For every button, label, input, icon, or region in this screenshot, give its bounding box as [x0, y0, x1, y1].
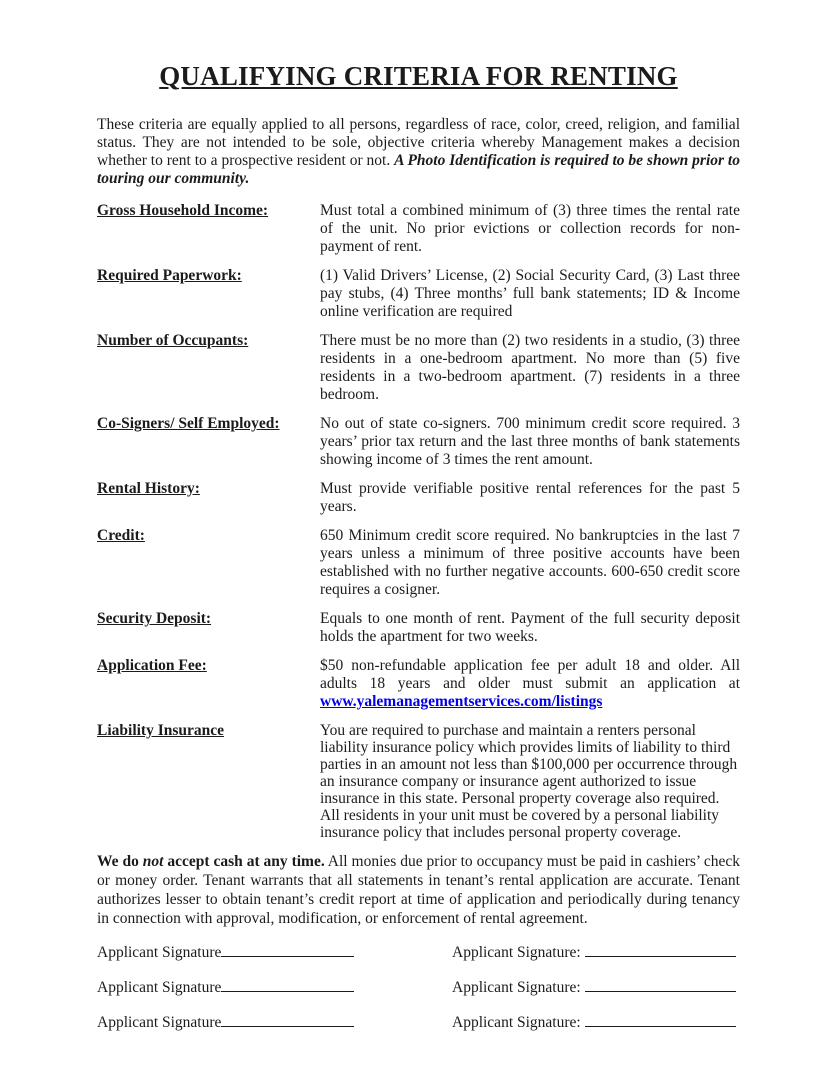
- closing-bold-italic: not: [142, 853, 164, 870]
- applicant-signature-label: Applicant Signature: [97, 979, 222, 996]
- signature-line: [221, 942, 354, 957]
- applicant-signature-right: [452, 977, 740, 997]
- criteria-text: No out of state co-signers. 700 minimum credit score required. 3 years’ prior tax return and the last three months of bank statements showing income of 3 times the rent amount.: [320, 415, 740, 468]
- closing-bold-lead: We do: [97, 853, 143, 870]
- criteria-label: [97, 657, 320, 675]
- criteria-row: [97, 415, 740, 469]
- applicant-signature-left: [97, 942, 452, 962]
- criteria-label-text: Rental History:: [97, 480, 200, 497]
- applicant-signature-left: [97, 977, 452, 997]
- criteria-label-text: Gross Household Income:: [97, 202, 269, 219]
- signature-line: [221, 1012, 354, 1027]
- criteria-text: Equals to one month of rent. Payment of the full security deposit holds the apartment for two weeks.: [320, 610, 740, 645]
- signature-row: [97, 977, 740, 997]
- signature-line: [585, 1012, 736, 1027]
- applicant-signature-label: Applicant Signature:: [452, 1014, 585, 1031]
- criteria-row: [97, 267, 740, 321]
- criteria-label: [97, 267, 320, 285]
- signature-line: [585, 942, 736, 957]
- criteria-text: 650 Minimum credit score required. No bankruptcies in the last 7 years unless a minimum of three positive accounts have been established with no further negative accounts. 600-650 credit score requires a cosigner.: [320, 527, 740, 598]
- criteria-label-text: Required Paperwork:: [97, 267, 242, 284]
- applicant-signature-label: Applicant Signature: [97, 1014, 222, 1031]
- criteria-label: [97, 610, 320, 628]
- closing-bold-tail: accept cash at any time.: [163, 853, 325, 870]
- applicant-signature-label: Applicant Signature: [97, 944, 222, 961]
- criteria-text: Must total a combined minimum of (3) three times the rental rate of the unit. No prior evictions or collection records for non-payment of rent.: [320, 202, 740, 255]
- intro-paragraph: [97, 116, 740, 188]
- applicant-signature-label: Applicant Signature:: [452, 979, 585, 996]
- applicant-signature-right: [452, 942, 740, 962]
- page-title: [97, 60, 740, 92]
- criteria-row: [97, 610, 740, 646]
- criteria-text: You are required to purchase and maintain a renters personal liability insurance policy which provides limits of liability to third parties in an amount not less than $100,000 per occurrence through an insurance company or insurance agent authorized to issue insurance in this state. Personal property coverage also required. All residents in your unit must be covered by a personal liability insurance policy that includes personal property coverage.: [320, 722, 738, 841]
- applicant-signature-label: Applicant Signature:: [452, 944, 585, 961]
- signature-section: [97, 942, 740, 1032]
- criteria-label-text: Credit:: [97, 527, 145, 544]
- criteria-label-text: Security Deposit:: [97, 610, 212, 627]
- closing-text: All monies due prior to occupancy must be paid in cashiers’ check or money order. Tenant warrants that all statements in tenant’s rental application are accurate. Tenant authorizes lesser to obtain tenant’s credit report at time of application and periodically during tenancy in connection with approval, modification, or enforcement of rental agreement.: [97, 853, 740, 927]
- criteria-row: [97, 202, 740, 256]
- criteria-row: [97, 657, 740, 711]
- criteria-row: [97, 722, 740, 841]
- applicant-signature-left: [97, 1012, 452, 1032]
- application-url-link[interactable]: www.yalemanagementservices.com/listings: [320, 693, 603, 710]
- criteria-row: [97, 527, 740, 599]
- criteria-row: [97, 480, 740, 516]
- applicant-signature-right: [452, 1012, 740, 1032]
- criteria-label: [97, 415, 320, 433]
- criteria-text: (1) Valid Drivers’ License, (2) Social Security Card, (3) Last three pay stubs, (4) Three months’ full bank statements; ID & Income online verification are required: [320, 267, 740, 320]
- criteria-label-text: Co-Signers/ Self Employed:: [97, 415, 280, 432]
- criteria-text: Must provide verifiable positive rental references for the past 5 years.: [320, 480, 740, 515]
- signature-line: [221, 977, 354, 992]
- criteria-label-text: Application Fee:: [97, 657, 207, 674]
- page-title-text: QUALIFYING CRITERIA FOR RENTING: [159, 61, 678, 91]
- criteria-label-text: Number of Occupants:: [97, 332, 249, 349]
- intro-text: These criteria are equally applied to all persons, regardless of race, color, creed, religion, and familial status. They are not intended to be sole, objective criteria whereby Management makes a decision whether to rent to a prospective resident or not.: [97, 116, 740, 169]
- criteria-label-text: Liability Insurance: [97, 722, 225, 739]
- criteria-text: $50 non-refundable application fee per adult 18 and older. All adults 18 years and older must submit an application at www.yalemanagementservices.com/listings: [320, 657, 740, 710]
- criteria-label: [97, 202, 320, 220]
- criteria-list: [97, 202, 740, 841]
- criteria-label: [97, 527, 320, 545]
- signature-row: [97, 1012, 740, 1032]
- signature-row: [97, 942, 740, 962]
- criteria-label: [97, 722, 320, 740]
- criteria-row: [97, 332, 740, 404]
- criteria-label: [97, 480, 320, 498]
- criteria-text: There must be no more than (2) two residents in a studio, (3) three residents in a one-bedroom apartment. No more than (5) five residents in a two-bedroom apartment. (7) residents in a three bedroom.: [320, 332, 740, 403]
- signature-line: [585, 977, 736, 992]
- criteria-label: [97, 332, 320, 350]
- intro-emphasis: A Photo Identification is required to be shown prior to touring our community.: [97, 152, 740, 187]
- closing-paragraph: [97, 852, 740, 928]
